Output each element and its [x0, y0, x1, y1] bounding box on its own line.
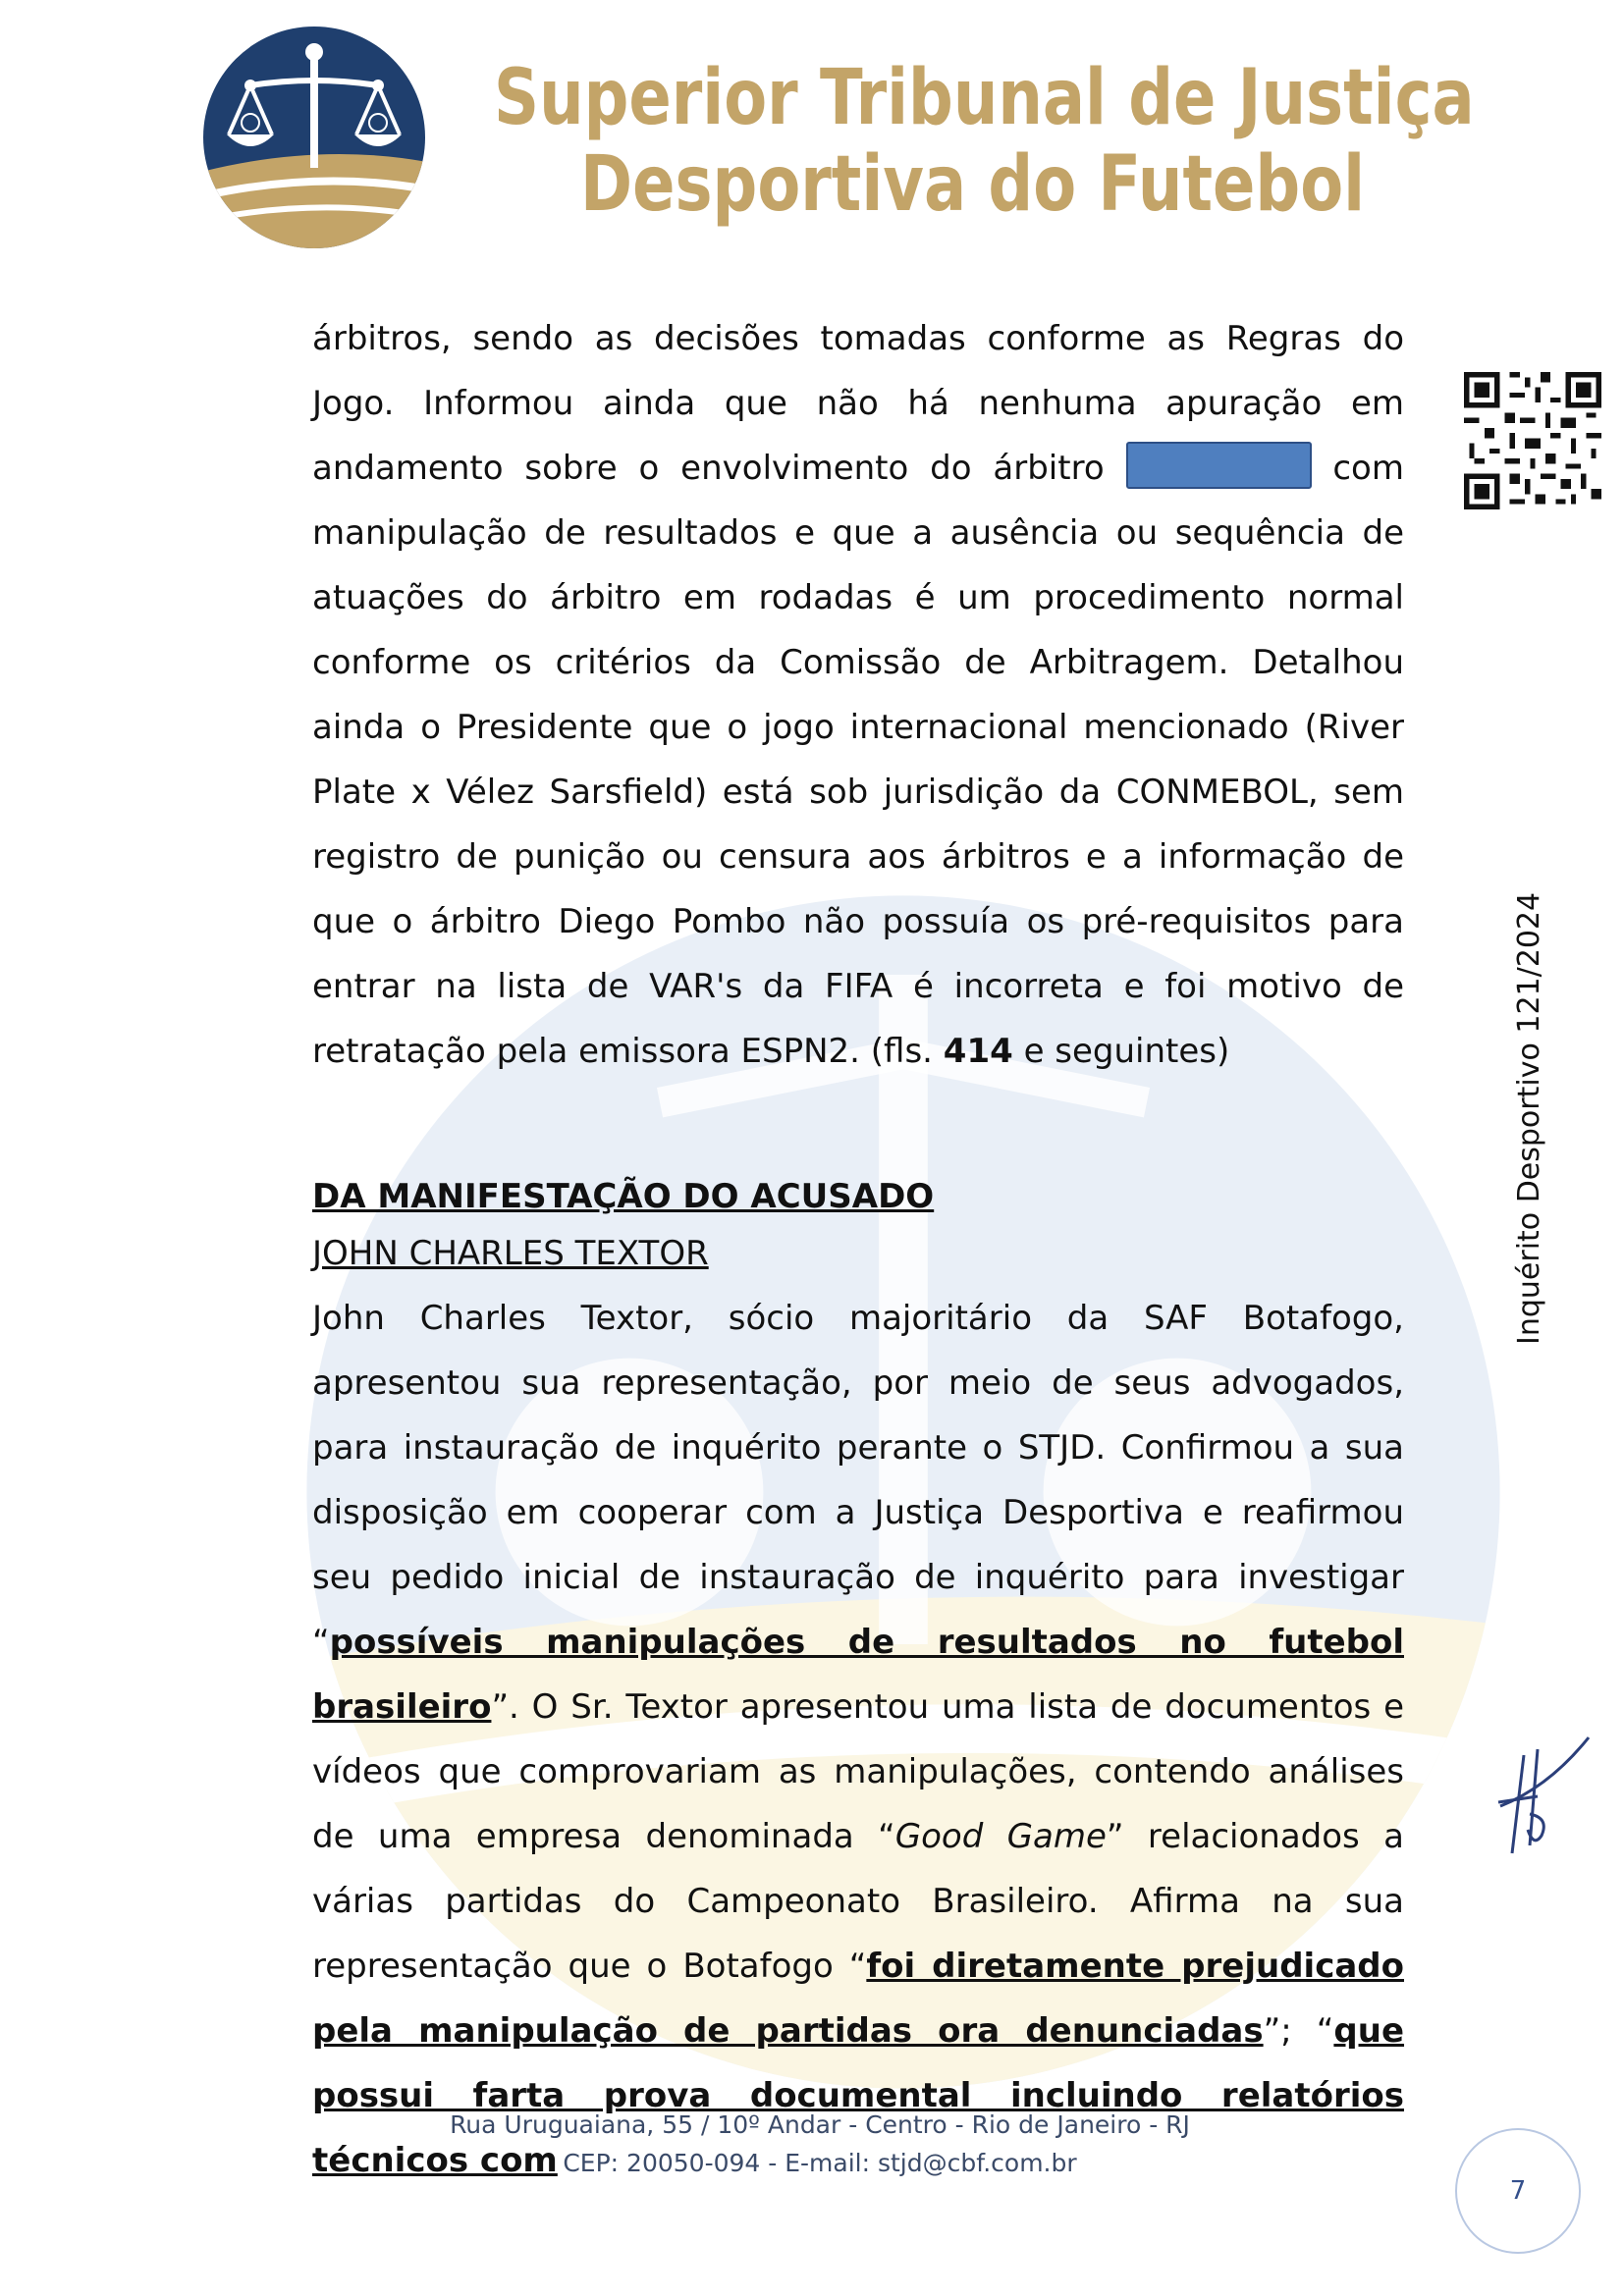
section-heading: DA MANIFESTAÇÃO DO ACUSADO — [312, 1177, 935, 1216]
qr-code[interactable] — [1459, 367, 1606, 514]
emphasis: possíveis manipulações de resultados no futebol brasileiro — [312, 1623, 1404, 1727]
spacer — [312, 1084, 1404, 1164]
emphasis: foi diretamente prejudicado pela manipulação de partidas ora denunciadas — [312, 1947, 1404, 2051]
text-segment: John Charles Textor, sócio majoritário da SAF Botafogo, apresentou sua representação, por meio de seus advogados, para instauração de inquérito perante o STJD. Confirmou a sua disposição em cooperar com a Justiça Desportiva e reafirmou seu pedido inicial de instauração de inquérito para investigar “ — [312, 1299, 1404, 1662]
case-number-side-label: Inquérito Desportivo 121/2024 — [1512, 891, 1546, 1345]
page-number: 7 — [1455, 2128, 1581, 2254]
footer-contact-line: CEP: 20050-094 - E-mail: stjd@cbf.com.br — [563, 2149, 1077, 2177]
institution-name-line-1: Superior Tribunal de Justiça — [494, 54, 1475, 142]
emphasis: que possui farta prova documental incluindo relatórios técnicos com — [312, 2011, 1405, 2180]
subheading: JOHN CHARLES TEXTOR — [312, 1234, 709, 1273]
text-segment: ”; “ — [1263, 2011, 1334, 2051]
text-segment: e seguintes) — [1012, 1032, 1230, 1071]
paragraph-president-statement — [312, 306, 1404, 1084]
paragraph-textor-representation — [312, 1286, 1404, 2193]
redaction-box — [1126, 442, 1312, 489]
text-segment: com manipulação de resultados e que a ausência ou sequência de atuações do árbitro em rodadas é um procedimento normal conforme os critérios da Comissão de Arbitragem. Detalhou ainda o Presidente que o jogo internacional mencionado (River Plate x Vélez Sarsfield) está sob jurisdição da CONMEBOL, sem registro de punição ou censura aos árbitros e a informação de que o árbitro Diego Pombo não possuía os pré-requisitos para entrar na lista de VAR's da FIFA é incorreta e foi motivo de retratação pela emissora ESPN2. (fls. — [312, 449, 1404, 1071]
footer-address-line: Rua Uruguaiana, 55 / 10º Andar - Centro - Rio de Janeiro - RJ — [450, 2110, 1190, 2139]
text-segment: ”. O Sr. Textor apresentou uma lista de documentos e vídeos que comprovariam as manipulações, contendo análises de uma empresa denominada “ — [312, 1687, 1404, 1856]
scales-of-justice-logo — [201, 25, 427, 250]
institution-name-line-2: Desportiva do Futebol — [580, 140, 1366, 229]
text-segment: ” relacionados a várias partidas do Campeonato Brasileiro. Afirma na sua representação que o Botafogo “ — [312, 1817, 1405, 1986]
letterhead — [201, 25, 1475, 260]
company-name: Good Game — [894, 1817, 1107, 1856]
footer-address — [393, 2106, 1247, 2182]
document-body — [312, 306, 1404, 2193]
handwritten-signature — [1490, 1728, 1598, 1865]
page-reference: 414 — [943, 1032, 1013, 1071]
text-segment: árbitros, sendo as decisões tomadas conforme as Regras do Jogo. Informou ainda que não há nenhuma apuração em andamento sobre o envolvimento do árbitro — [312, 319, 1404, 488]
